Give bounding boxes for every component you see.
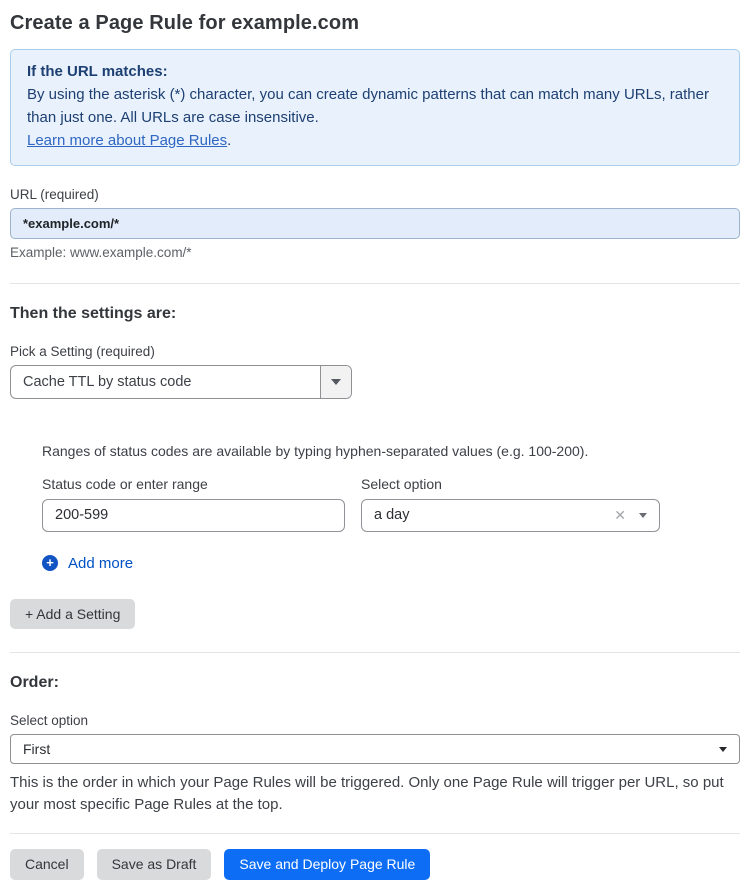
order-select-value: First [23,741,51,758]
order-heading: Order: [10,674,59,692]
order-select[interactable] [10,734,740,764]
add-setting-row [10,572,740,629]
ttl-select[interactable] [361,499,660,532]
status-code-label: Status code or enter range [42,475,208,492]
plus-circle-icon: + [42,555,58,571]
settings-heading: Then the settings are: [10,304,177,322]
learn-more-link[interactable]: Learn more about Page Rules [27,131,228,149]
ttl-select-label: Select option [361,475,442,492]
setting-picker-dropdown[interactable] [10,365,352,399]
status-range-hint: Ranges of status codes are available by typing hyphen-separated values (e.g. 100-200). [42,442,589,459]
status-code-field-group [42,476,345,532]
ttl-field-group [361,476,660,532]
dropdown-arrow-button[interactable] [320,366,351,398]
info-box-heading: If the URL matches: [27,63,168,80]
ttl-select-value: a day [374,507,410,524]
setting-detail-block [42,443,740,573]
url-input[interactable] [10,208,740,239]
info-link-line [27,130,723,153]
add-more-link[interactable] [42,555,133,572]
chevron-down-icon [719,747,727,752]
url-label: URL (required) [10,186,99,202]
chevron-down-icon [331,379,341,385]
pick-setting-label: Pick a Setting (required) [10,343,155,359]
save-as-draft-button[interactable]: Save as Draft [97,849,212,880]
url-example-hint: Example: www.example.com/* [10,244,192,260]
section-divider [10,652,740,653]
add-a-setting-button[interactable]: + Add a Setting [10,599,135,629]
clear-icon[interactable]: ✕ [614,507,626,524]
info-box-body: By using the asterisk (*) character, you can create dynamic patterns that can match many URLs, rather than just one. All URLs are case insensitive. [27,85,709,126]
order-select-label: Select option [10,713,89,729]
order-help-text: This is the order in which your Page Rules will be triggered. Only one Page Rule will trigger per URL, so put your most specific Page Rules at the top. [10,774,724,813]
setting-picker-value: Cache TTL by status code [23,373,192,390]
footer-actions [10,849,740,880]
page-title: Create a Page Rule for example.com [10,12,360,34]
add-more-label: Add more [68,554,134,572]
status-ttl-row [42,476,740,532]
create-page-rule-panel [10,12,740,880]
url-field-group [10,187,740,260]
footer-divider [10,833,740,834]
link-suffix-period: . [227,131,232,149]
status-code-input[interactable] [42,499,345,532]
save-and-deploy-button[interactable]: Save and Deploy Page Rule [224,849,430,880]
url-match-info-box [10,49,740,166]
cancel-button[interactable]: Cancel [10,849,84,880]
ttl-select-icons [614,508,647,522]
chevron-down-icon[interactable] [639,513,647,518]
section-divider [10,283,740,284]
